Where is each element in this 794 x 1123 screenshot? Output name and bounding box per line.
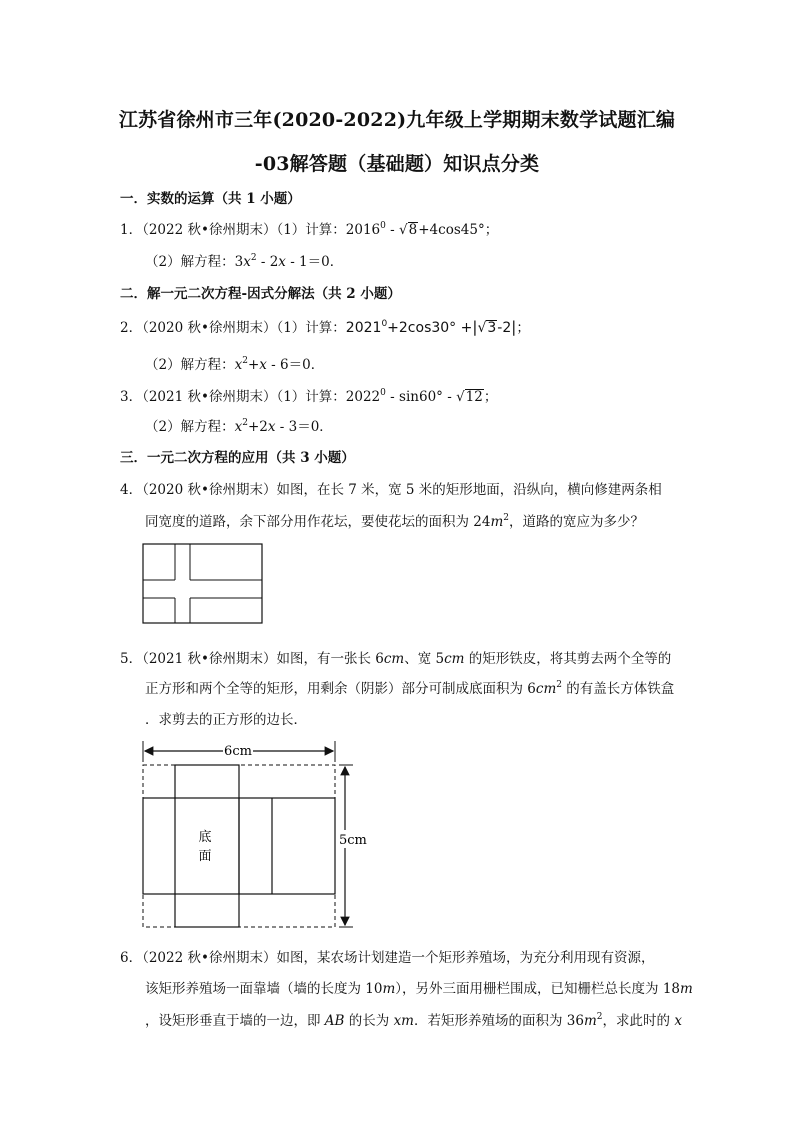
base-label-1: 底 xyxy=(198,830,212,845)
section-heading-2: 二．解一元二次方程-因式分解法（共 2 小题） xyxy=(120,286,401,302)
width-label: 6cm xyxy=(224,744,252,759)
question-5-line-2: 正方形和两个全等的矩形，用剩余（阴影）部分可制成底面积为 $6cm^2$ 的有盖长方体铁盒 xyxy=(145,680,675,697)
question-4-line-2: 同宽度的道路，余下部分用作花坛，要使花坛的面积为 $24m^2$，道路的宽应为多少？ xyxy=(145,513,645,530)
document-title-line-1: 江苏省徐州市三年(2020-2022)九年级上学期期末数学试题汇编 xyxy=(118,109,676,131)
sqrt-3: 3 xyxy=(487,320,497,336)
question-6-line-1: 6．（2022 秋•徐州期末）如图，某农场计划建造一个矩形养殖场，为充分利用现有资源， xyxy=(120,950,655,966)
garden-outer-rect xyxy=(143,544,262,623)
base-label-2: 面 xyxy=(198,849,212,864)
figure-iron-sheet xyxy=(135,738,375,933)
question-6-line-3: ，设矩形垂直于墙的一边，即 AB 的长为 xm．若矩形养殖场的面积为 $36m^2$，求此时的 x xyxy=(145,1012,682,1029)
question-5-line-3: ．求剪去的正方形的边长． xyxy=(145,712,307,728)
figure-garden-roads xyxy=(142,543,264,625)
question-2-part-1: 2．（2020 秋•徐州期末）（1）计算：$2021^0+2\cos 30^\circ +|√3-2|$； xyxy=(120,318,530,336)
question-2-part-2: （2）解方程：$x^2+x - 6=0$． xyxy=(145,356,325,373)
question-6-line-2: 该矩形养殖场一面靠墙（墙的长度为 10m），另外三面用栅栏围成，已知栅栏总长度为 18m xyxy=(145,981,693,997)
sqrt-8: 8 xyxy=(408,222,418,238)
sqrt-12: 12 xyxy=(465,389,483,405)
section-heading-1: 一．实数的运算（共 1 小题） xyxy=(120,191,301,207)
question-5-line-1: 5．（2021 秋•徐州期末）如图，有一张长 6cm、宽 5cm 的矩形铁皮，将其剪去两个全等的 xyxy=(120,651,672,667)
net-vertical-band xyxy=(175,765,239,927)
section-heading-3: 三．一元二次方程的应用（共 3 小题） xyxy=(120,450,355,466)
document-title-line-2: -03解答题（基础题）知识点分类 xyxy=(254,153,540,175)
question-4-line-1: 4．（2020 秋•徐州期末）如图，在长 7 米，宽 5 米的矩形地面，沿纵向，横向修建两条相 xyxy=(120,482,662,498)
question-1-part-2: （2）解方程：$3x^2 - 2x - 1=0$． xyxy=(145,253,344,270)
question-3-part-1: 3．（2021 秋•徐州期末）（1）计算：2022$^0$ - sin60° - √12； xyxy=(120,388,498,405)
question-1-part-1: 1．（2022 秋•徐州期末）（1）计算：2016$^0$ - √8+4cos45°； xyxy=(120,221,499,238)
height-label: 5cm xyxy=(339,833,367,848)
question-3-part-2: （2）解方程：$x^2+2x - 3=0$． xyxy=(145,418,333,435)
